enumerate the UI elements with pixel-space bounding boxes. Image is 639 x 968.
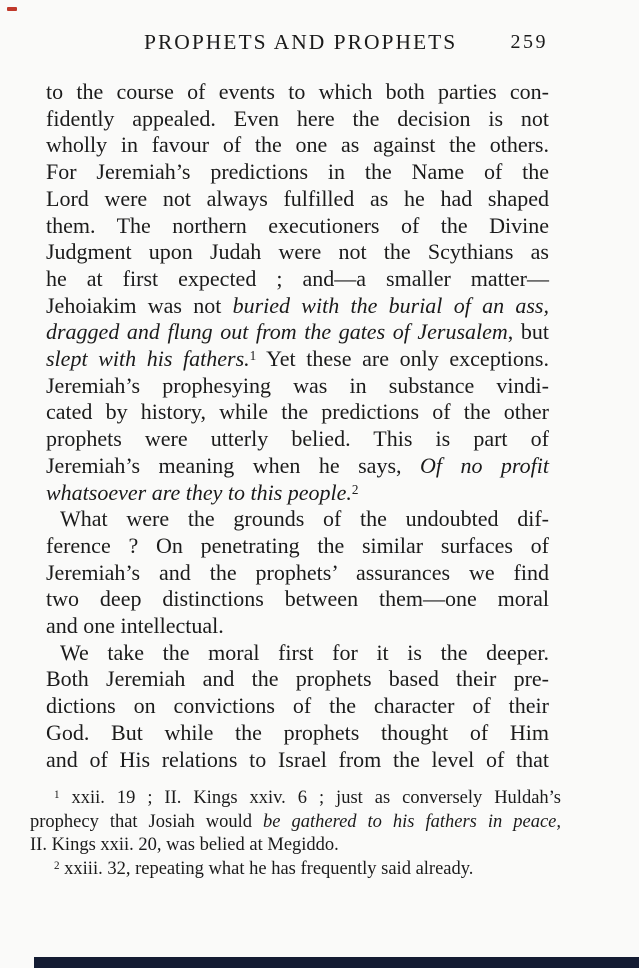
text-line — [46, 319, 549, 346]
text-line — [46, 720, 549, 747]
text-segment: We take the moral first for it is the deeper. — [60, 639, 549, 665]
text-segment: wholly in favour of the one as against the others. — [46, 132, 549, 158]
text-segment: Lord were not always fulfilled as he had shaped — [46, 185, 549, 211]
text-segment: II. Kings xxii. 20, was belied at Megiddo. — [30, 835, 339, 855]
text-line — [46, 186, 549, 213]
text-segment: them. The northern executioners of the Divine — [46, 212, 549, 238]
italic-text: dragged and flung out from the gates of Jerusalem — [46, 319, 508, 345]
text-segment: Jeremiah’s prophesying was in substance vindi- — [46, 372, 549, 398]
italic-text: buried with the burial of an ass, — [232, 292, 549, 318]
footnote-marker: 1 — [54, 789, 60, 802]
footnote-line — [30, 811, 561, 835]
page-number: 259 — [510, 31, 548, 53]
text-line — [46, 266, 549, 293]
text-segment: dictions on convictions of the character of their — [46, 693, 549, 719]
text-line — [46, 533, 549, 560]
text-segment: cated by history, while the predictions of the other — [46, 399, 549, 425]
text-segment: God. But while the prophets thought of Him — [46, 719, 549, 745]
running-header — [0, 30, 639, 60]
italic-text: whatsoever are they to this people. — [46, 479, 352, 505]
text-line — [46, 373, 549, 400]
text-segment: Jehoiakim was not — [46, 292, 233, 318]
text-line — [46, 346, 549, 373]
text-segment: Jeremiah’s and the prophets’ assurances we find — [46, 559, 549, 585]
footnote-line — [30, 787, 561, 811]
italic-text: Of no profit — [419, 452, 549, 478]
text-segment: and of His relations to Israel from the level of that — [46, 746, 549, 772]
scan-artifact-bottom-bar — [34, 957, 639, 968]
text-line — [46, 399, 549, 426]
text-line — [46, 560, 549, 587]
text-line — [46, 159, 549, 186]
text-line — [46, 213, 549, 240]
text-segment: two deep distinctions between them—one moral — [46, 586, 549, 612]
footnote-line — [30, 858, 561, 882]
text-segment: For Jeremiah’s predictions in the Name of the — [46, 159, 549, 185]
footnote-marker: 2 — [54, 859, 60, 872]
text-line — [46, 666, 549, 693]
text-line — [46, 613, 549, 640]
text-line — [46, 506, 549, 533]
text-line — [46, 480, 549, 507]
text-line — [46, 453, 549, 480]
text-segment: , but — [507, 319, 549, 345]
text-line — [46, 293, 549, 320]
text-segment: he at first expected ; and—a smaller matter— — [46, 265, 549, 291]
running-title: PROPHETS AND PROPHETS — [144, 30, 458, 54]
text-line — [46, 426, 549, 453]
text-line — [46, 106, 549, 133]
text-segment: prophecy that Josiah would — [30, 811, 264, 832]
text-line — [46, 239, 549, 266]
text-line — [46, 747, 549, 774]
text-segment: Yet these are only exceptions. — [256, 346, 549, 372]
text-segment: What were the grounds of the undoubted dif- — [60, 506, 549, 532]
text-segment: xxii. 19 ; II. Kings xxiv. 6 ; just as conversely Huldah’s — [59, 788, 561, 808]
text-line — [46, 79, 549, 106]
text-line — [46, 132, 549, 159]
italic-text: be gathered to his fathers in peace, — [263, 811, 562, 832]
footnote-marker: 1 — [249, 348, 257, 364]
text-line — [46, 640, 549, 667]
footnote-marker: 2 — [351, 481, 359, 497]
text-segment: Both Jeremiah and the prophets based their pre- — [46, 666, 549, 692]
text-segment: Judgment upon Judah were not the Scythians as — [46, 239, 549, 265]
text-line — [46, 693, 549, 720]
body-text-block — [46, 79, 549, 773]
footnote-line — [30, 834, 561, 858]
text-segment: fidently appealed. Even here the decision is not — [46, 105, 549, 131]
italic-text: slept with his fathers. — [46, 346, 250, 372]
text-segment: prophets were utterly belied. This is part of — [46, 426, 549, 452]
text-segment: and one intellectual. — [46, 613, 224, 639]
text-segment: ference ? On penetrating the similar surfaces of — [46, 532, 549, 558]
text-segment: Jeremiah’s meaning when he says, — [46, 452, 420, 478]
text-segment: xxiii. 32, repeating what he has frequently said already. — [59, 858, 474, 879]
text-line — [46, 586, 549, 613]
text-segment: to the course of events to which both parties con- — [46, 79, 549, 104]
footnotes-block — [30, 787, 561, 881]
scan-artifact-red-mark — [7, 7, 17, 11]
